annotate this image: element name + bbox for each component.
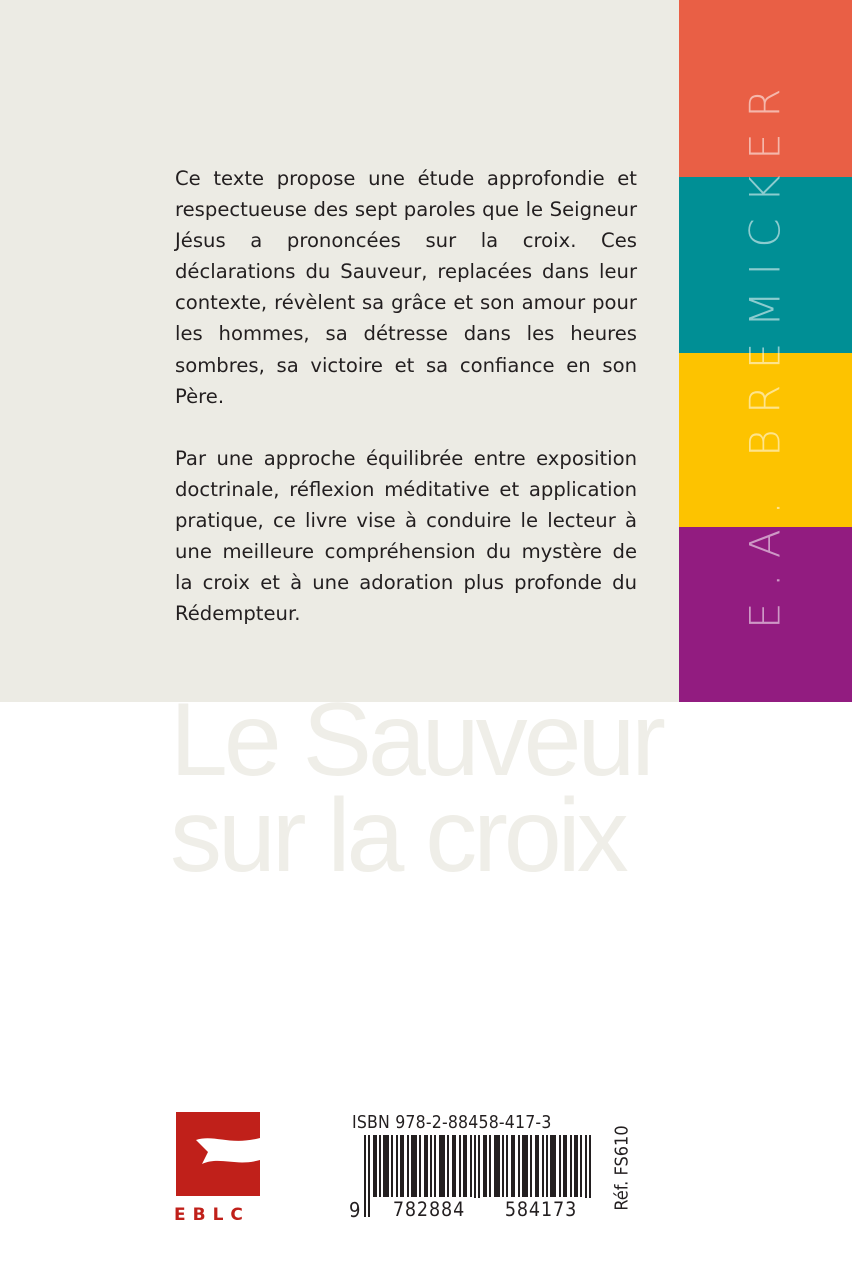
publisher-logo-text: EBLC bbox=[174, 1205, 250, 1225]
title-watermark bbox=[170, 682, 662, 894]
ean-right-group: 584173 bbox=[487, 1198, 595, 1221]
blurb-paragraph-2: Par une approche équilibrée entre exposition doctrinale, réflexion méditative et application pratique, ce livre vise à conduire le lecteur à une meilleure compréhension du mystère de la croix et à une adoration plus profonde du Rédempteur. bbox=[175, 446, 637, 626]
ean-left-group: 782884 bbox=[375, 1198, 483, 1221]
title-line-1: Le Sauveur bbox=[170, 682, 662, 798]
ean-first-digit: 9 bbox=[349, 1198, 361, 1222]
title-line-2: sur la croix bbox=[170, 778, 625, 894]
flag-icon bbox=[176, 1112, 260, 1196]
isbn-text: ISBN 978-2-88458-417-3 bbox=[352, 1113, 552, 1133]
author-name: E.A. BREMICKER bbox=[740, 72, 790, 630]
blurb-paragraph-1: Ce texte propose une étude approfondie et respectueuse des sept paroles que le Seigneur Jésus a prononcées sur la croix. Ces déclarations du Sauveur, replacées dans leur contexte, révèlent sa grâce et son amour pour les hommes, sa détresse dans les heures sombres, sa victoire et sa confiance en son Père. bbox=[175, 167, 637, 408]
reference-code: Réf. FS610 bbox=[611, 1125, 633, 1211]
publisher-logo bbox=[176, 1112, 260, 1196]
book-blurb bbox=[175, 163, 637, 629]
